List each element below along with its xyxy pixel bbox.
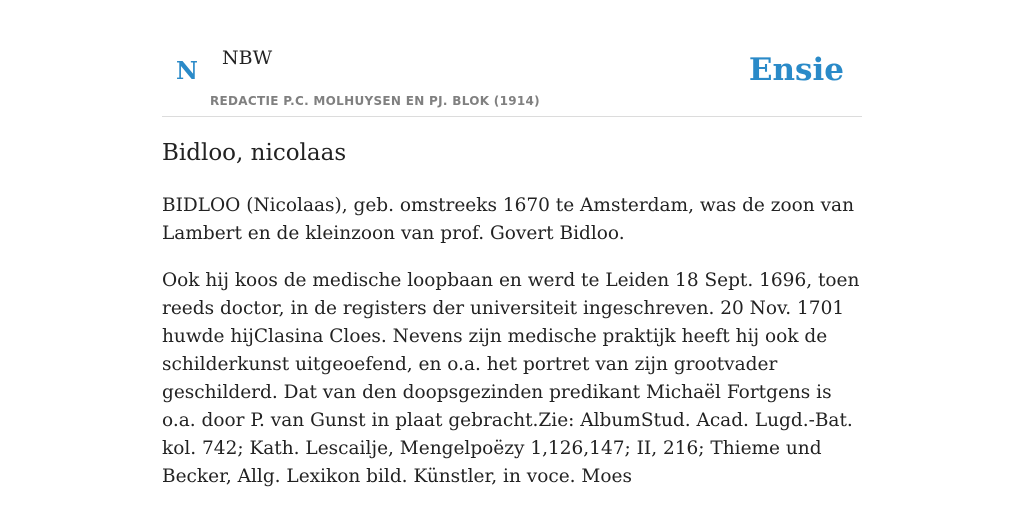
- article-title: Bidloo, nicolaas: [162, 140, 347, 166]
- brand-logo[interactable]: Ensie: [748, 52, 844, 88]
- source-name[interactable]: NBW: [222, 47, 273, 69]
- article-paragraph: Ook hij koos de medische loopbaan en werd te Leiden 18 Sept. 1696, toen reeds doctor, in de registers der universiteit ingeschreven. 20 Nov. 1701 huwde hijClasina Cloes. Nevens zijn medische praktijk heeft hij ook de schilderkunst uitgeoefend, en o.a. het portret van zijn grootvader geschilderd. Dat van den doopsgezinden predikant Michaël Fortgens is o.a. door P. van Gunst in plaat gebracht.Zie: AlbumStud. Acad. Lugd.-Bat. kol. 742; Kath. Lescailje, Mengelpoëzy 1,126,147; II, 216; Thieme und Becker, Allg. Lexikon bild. Künstler, in voce. Moes: [162, 270, 860, 487]
- source-logo-icon[interactable]: N: [176, 56, 198, 85]
- page-header: [162, 40, 862, 117]
- source-editors: REDACTIE P.C. MOLHUYSEN EN PJ. BLOK (1914): [210, 94, 540, 108]
- article-body: [162, 192, 862, 510]
- article-paragraph: BIDLOO (Nicolaas), geb. omstreeks 1670 te Amsterdam, was de zoon van Lambert en de kleinzoon van prof. Govert Bidloo.: [162, 195, 854, 244]
